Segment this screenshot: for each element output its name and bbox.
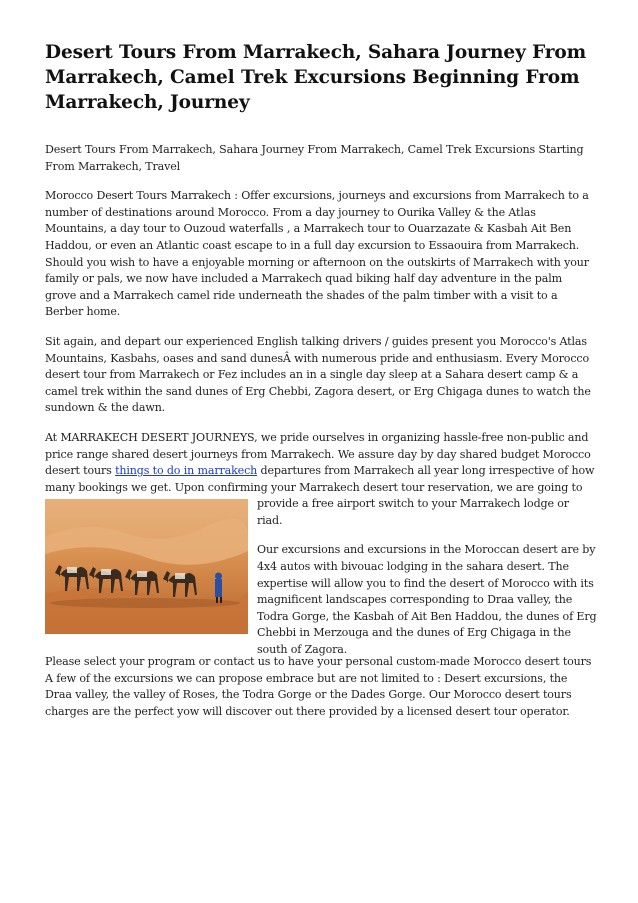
page-title: Desert Tours From Marrakech, Sahara Journey From Marrakech, Camel Trek Excursions Beginning From Marrakech, Journey — [45, 42, 587, 113]
drivers-paragraph: Sit again, and depart our experienced English talking drivers / guides present you Morocco's Atlas Mountains, Kasbahs, oases and sand dunesÂ with numerous pride and enthusiasm. Every Morocco desert tour from Marrakech or Fez includes an in a single day sleep at a Sahara desert camp & a camel trek within the sand dunes of Erg Chebbi, Zagora desert, or Erg Chigaga dunes to watch the sundown & the dawn. — [45, 334, 591, 415]
things-to-do-link[interactable]: things to do in marrakech — [115, 464, 258, 478]
document-page — [45, 40, 595, 721]
camel-caravan-photo — [45, 499, 248, 634]
journeys-text-after-link: departures from Marrakech all year long irrespective of how many bookings we get. Upon confirming your Marrakech desert tour reservation, we are going to — [45, 464, 595, 494]
journeys-text-before-link: At MARRAKECH DESERT JOURNEYS, we pride ourselves in organizing hassle-free non-public and price range shared desert journeys from Marrakech. We assure day by day shared budget Morocco desert tours — [45, 430, 591, 478]
journeys-paragraph — [45, 430, 595, 496]
desert-camels-image — [45, 499, 248, 634]
intro-paragraph: Morocco Desert Tours Marrakech : Offer excursions, journeys and excursions from Marrakech to a number of destinations around Morocco. From a day journey to Ourika Valley & the Atlas Mountains, a day tour to Ouzoud waterfalls , a Marrakech tour to Ouarzazate & Kasbah Ait Ben Haddou, or even an Atlantic coast escape to in a full day excursion to Essaouira from Marrakech. Should you wish to have a enjoyable morning or afternoon on the outskirts of Marrakech with your family or pals, we now have included a Marrakech quad biking half day adventure in the palm grove and a Marrakech camel ride underneath the shades of the palm timber with a visit to a Berber home. — [45, 189, 589, 319]
excursions-paragraph: Our excursions and excursions in the Moroccan desert are by 4x4 autos with bivouac lodging in the sahara desert. The expertise will allow you to find the desert of Morocco with its magnificent landscapes corresponding to Draa valley, the Todra Gorge, the Kasbah of Ait Ben Haddou, the dunes of Erg Chebbi in Merzouga and the dunes of Erg Chigaga in the south of Zagora. — [257, 543, 597, 657]
subtitle-paragraph: Desert Tours From Marrakech, Sahara Journey From Marrakech, Camel Trek Excursions Starting From Marrakech, Travel — [45, 143, 584, 173]
journeys-paragraph-continuation: provide a free airport switch to your Marrakech lodge or riad. — [257, 497, 569, 527]
figure-with-text — [45, 496, 597, 657]
program-paragraph: Please select your program or contact us to have your personal custom-made Morocco desert tours A few of the excursions we can propose embrace but are not limited to : Desert excursions, the Draa valley, the valley of Roses, the Todra Gorge or the Dades Gorge. Our Morocco desert tours charges are the perfect yow will discover out there provided by a licensed desert tour operator. — [45, 655, 592, 719]
text-beside-photo — [257, 496, 597, 658]
